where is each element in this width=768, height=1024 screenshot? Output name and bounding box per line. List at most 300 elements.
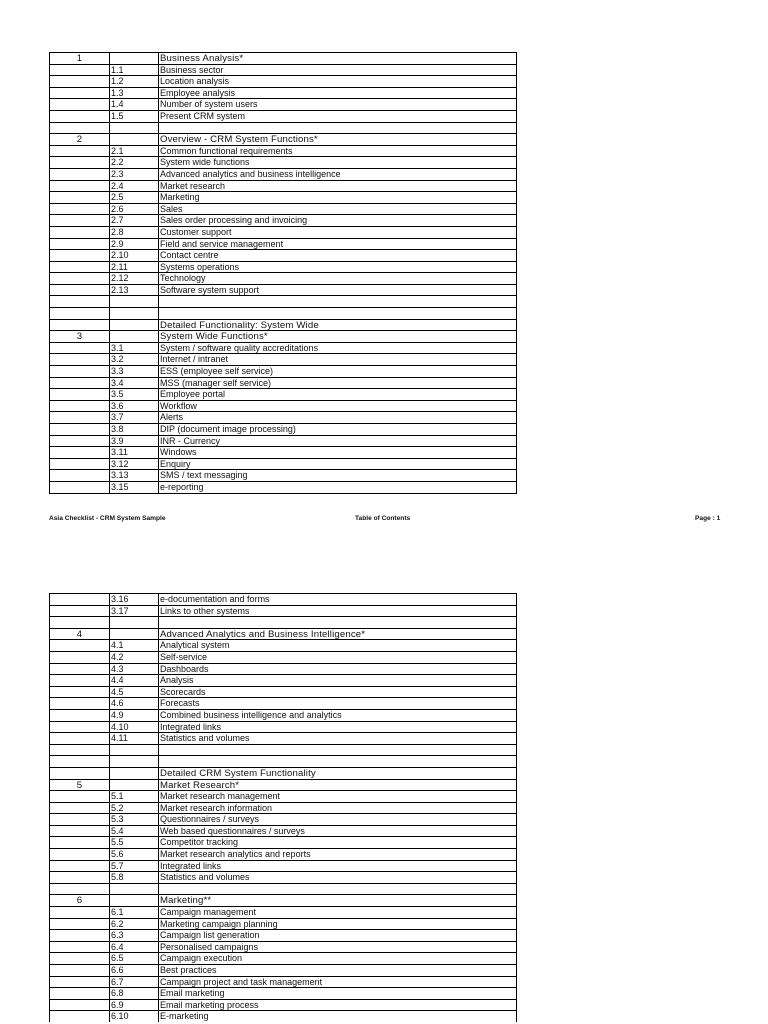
section-number-cell bbox=[49, 617, 109, 628]
item-title-cell bbox=[158, 756, 516, 767]
section-number-cell bbox=[49, 606, 109, 617]
item-title-cell: Campaign list generation bbox=[158, 930, 516, 941]
section-number-cell bbox=[49, 872, 109, 883]
section-number-cell bbox=[49, 65, 109, 76]
item-title-cell: Detailed CRM System Functionality bbox=[158, 768, 516, 779]
item-number-cell: 3.17 bbox=[109, 606, 158, 617]
section-number-cell bbox=[49, 262, 109, 273]
section-number-cell: 4 bbox=[49, 629, 109, 640]
table-row bbox=[49, 400, 516, 412]
section-number-cell bbox=[49, 698, 109, 709]
item-number-cell bbox=[109, 745, 158, 756]
item-title-cell: Common functional requirements bbox=[158, 146, 516, 157]
item-title-cell: Market research bbox=[158, 181, 516, 192]
table-row bbox=[49, 639, 516, 651]
item-title-cell: Present CRM system bbox=[158, 111, 516, 122]
section-number-cell: 3 bbox=[49, 331, 109, 342]
item-title-cell bbox=[158, 123, 516, 134]
section-number-cell bbox=[49, 837, 109, 848]
item-title-cell: Enquiry bbox=[158, 459, 516, 470]
blank-row bbox=[49, 616, 516, 628]
item-number-cell: 3.6 bbox=[109, 401, 158, 412]
table-row bbox=[49, 987, 516, 999]
section-number-cell bbox=[49, 907, 109, 918]
item-number-cell: 4.2 bbox=[109, 652, 158, 663]
item-title-cell: Windows bbox=[158, 447, 516, 458]
section-number-cell bbox=[49, 814, 109, 825]
item-title-cell: System Wide Functions* bbox=[158, 331, 516, 342]
item-title-cell: Combined business intelligence and analytics bbox=[158, 710, 516, 721]
item-title-cell bbox=[158, 617, 516, 628]
item-number-cell: 5.1 bbox=[109, 791, 158, 802]
section-number-cell bbox=[49, 204, 109, 215]
table-row bbox=[49, 75, 516, 87]
section-number-cell bbox=[49, 953, 109, 964]
section-number-cell: 2 bbox=[49, 134, 109, 145]
item-title-cell: Integrated links bbox=[158, 722, 516, 733]
item-number-cell bbox=[109, 123, 158, 134]
item-title-cell: Best practices bbox=[158, 965, 516, 976]
item-number-cell bbox=[109, 629, 158, 640]
table-row bbox=[49, 249, 516, 261]
table-row bbox=[49, 226, 516, 238]
item-number-cell: 3.13 bbox=[109, 470, 158, 481]
item-title-cell: Market Research* bbox=[158, 780, 516, 791]
section-number-cell bbox=[49, 826, 109, 837]
item-title-cell: e-documentation and forms bbox=[158, 594, 516, 605]
item-title-cell: Forecasts bbox=[158, 698, 516, 709]
item-title-cell: Market research analytics and reports bbox=[158, 849, 516, 860]
section-number-cell bbox=[49, 169, 109, 180]
section-number-cell bbox=[49, 378, 109, 389]
section-number-cell bbox=[49, 884, 109, 895]
item-title-cell: INR - Currency bbox=[158, 436, 516, 447]
section-number-cell bbox=[49, 988, 109, 999]
item-number-cell: 2.8 bbox=[109, 227, 158, 238]
item-title-cell: Statistics and volumes bbox=[158, 733, 516, 744]
table-row bbox=[49, 813, 516, 825]
section-number-cell bbox=[49, 424, 109, 435]
section-number-cell bbox=[49, 146, 109, 157]
item-number-cell: 6.8 bbox=[109, 988, 158, 999]
table-row bbox=[49, 697, 516, 709]
section-number-cell bbox=[49, 181, 109, 192]
table-row bbox=[49, 203, 516, 215]
item-title-cell: E-marketing bbox=[158, 1011, 516, 1022]
item-number-cell: 1.3 bbox=[109, 88, 158, 99]
item-title-cell: Overview - CRM System Functions* bbox=[158, 134, 516, 145]
item-number-cell: 6.1 bbox=[109, 907, 158, 918]
table-row bbox=[49, 145, 516, 157]
item-number-cell: 3.12 bbox=[109, 459, 158, 470]
item-number-cell: 5.5 bbox=[109, 837, 158, 848]
table-row bbox=[49, 388, 516, 400]
table-row bbox=[49, 64, 516, 76]
section-number-cell bbox=[49, 273, 109, 284]
table-row bbox=[49, 377, 516, 389]
item-title-cell: System / software quality accreditations bbox=[158, 343, 516, 354]
item-title-cell: Sales bbox=[158, 204, 516, 215]
item-title-cell: Self-service bbox=[158, 652, 516, 663]
item-title-cell: Scorecards bbox=[158, 687, 516, 698]
item-title-cell: Campaign management bbox=[158, 907, 516, 918]
section-number-cell bbox=[49, 401, 109, 412]
item-number-cell: 3.11 bbox=[109, 447, 158, 458]
blank-row bbox=[49, 307, 516, 319]
item-title-cell: Number of system users bbox=[158, 99, 516, 110]
section-number-cell bbox=[49, 965, 109, 976]
table-row bbox=[49, 272, 516, 284]
item-number-cell: 3.15 bbox=[109, 482, 158, 493]
section-number-cell bbox=[49, 1011, 109, 1022]
item-number-cell: 6.4 bbox=[109, 942, 158, 953]
table-row bbox=[49, 999, 516, 1011]
item-number-cell: 2.4 bbox=[109, 181, 158, 192]
section-number-cell bbox=[49, 227, 109, 238]
item-title-cell: Business sector bbox=[158, 65, 516, 76]
table-row bbox=[49, 790, 516, 802]
table-row bbox=[49, 732, 516, 744]
section-number-cell bbox=[49, 791, 109, 802]
table-row bbox=[49, 1010, 516, 1022]
section-number-cell: 5 bbox=[49, 780, 109, 791]
item-number-cell bbox=[109, 768, 158, 779]
section-number-cell bbox=[49, 652, 109, 663]
item-title-cell: System wide functions bbox=[158, 157, 516, 168]
section-number-cell bbox=[49, 412, 109, 423]
section-heading-row bbox=[49, 779, 516, 791]
item-title-cell: Competitor tracking bbox=[158, 837, 516, 848]
item-number-cell: 3.5 bbox=[109, 389, 158, 400]
item-title-cell: Customer support bbox=[158, 227, 516, 238]
section-number-cell bbox=[49, 389, 109, 400]
item-number-cell: 2.13 bbox=[109, 285, 158, 296]
item-number-cell: 6.2 bbox=[109, 919, 158, 930]
section-heading-row bbox=[49, 628, 516, 640]
table-row bbox=[49, 605, 516, 617]
section-number-cell bbox=[49, 123, 109, 134]
item-number-cell bbox=[109, 296, 158, 307]
item-number-cell bbox=[109, 134, 158, 145]
item-number-cell: 2.2 bbox=[109, 157, 158, 168]
section-number-cell bbox=[49, 942, 109, 953]
table-row bbox=[49, 180, 516, 192]
section-number-cell bbox=[49, 756, 109, 767]
table-row bbox=[49, 261, 516, 273]
item-number-cell: 2.1 bbox=[109, 146, 158, 157]
item-number-cell: 2.5 bbox=[109, 192, 158, 203]
item-title-cell: Personalised campaigns bbox=[158, 942, 516, 953]
item-number-cell: 3.16 bbox=[109, 594, 158, 605]
table-row bbox=[49, 458, 516, 470]
item-number-cell bbox=[109, 331, 158, 342]
section-number-cell bbox=[49, 1000, 109, 1011]
footer-page-number: Page : 1 bbox=[695, 515, 721, 522]
table-row bbox=[49, 686, 516, 698]
section-number-cell bbox=[49, 308, 109, 319]
table-row bbox=[49, 929, 516, 941]
section-number-cell bbox=[49, 849, 109, 860]
footer-section-title: Table of Contents bbox=[355, 515, 411, 522]
item-number-cell bbox=[109, 895, 158, 906]
blank-row bbox=[49, 122, 516, 134]
table-row bbox=[49, 709, 516, 721]
item-number-cell: 5.3 bbox=[109, 814, 158, 825]
item-number-cell: 1.4 bbox=[109, 99, 158, 110]
table-row bbox=[49, 871, 516, 883]
item-number-cell: 4.11 bbox=[109, 733, 158, 744]
section-heading-row bbox=[49, 330, 516, 342]
section-number-cell bbox=[49, 640, 109, 651]
item-title-cell: Sales order processing and invoicing bbox=[158, 215, 516, 226]
section-number-cell bbox=[49, 919, 109, 930]
item-title-cell: Software system support bbox=[158, 285, 516, 296]
section-number-cell bbox=[49, 366, 109, 377]
item-title-cell: Employee portal bbox=[158, 389, 516, 400]
item-number-cell: 3.2 bbox=[109, 354, 158, 365]
section-number-cell bbox=[49, 447, 109, 458]
item-number-cell bbox=[109, 308, 158, 319]
item-number-cell: 4.1 bbox=[109, 640, 158, 651]
item-title-cell: MSS (manager self service) bbox=[158, 378, 516, 389]
item-title-cell: Statistics and volumes bbox=[158, 872, 516, 883]
table-row bbox=[49, 469, 516, 481]
table-row bbox=[49, 87, 516, 99]
section-heading-row bbox=[49, 52, 516, 64]
section-number-cell bbox=[49, 436, 109, 447]
item-title-cell bbox=[158, 745, 516, 756]
table-row bbox=[49, 435, 516, 447]
table-row bbox=[49, 411, 516, 423]
item-title-cell bbox=[158, 884, 516, 895]
item-title-cell: Business Analysis* bbox=[158, 53, 516, 64]
item-number-cell: 1.1 bbox=[109, 65, 158, 76]
item-title-cell: SMS / text messaging bbox=[158, 470, 516, 481]
item-number-cell: 2.11 bbox=[109, 262, 158, 273]
item-title-cell: Marketing bbox=[158, 192, 516, 203]
item-title-cell: Technology bbox=[158, 273, 516, 284]
item-number-cell: 2.6 bbox=[109, 204, 158, 215]
table-row bbox=[49, 353, 516, 365]
item-number-cell: 4.6 bbox=[109, 698, 158, 709]
item-title-cell: Detailed Functionality: System Wide bbox=[158, 320, 516, 331]
section-number-cell bbox=[49, 675, 109, 686]
item-number-cell: 4.5 bbox=[109, 687, 158, 698]
section-number-cell bbox=[49, 687, 109, 698]
table-row bbox=[49, 651, 516, 663]
table-row bbox=[49, 168, 516, 180]
table-row bbox=[49, 423, 516, 435]
table-row bbox=[49, 860, 516, 872]
item-number-cell: 6.3 bbox=[109, 930, 158, 941]
item-number-cell: 5.2 bbox=[109, 803, 158, 814]
section-number-cell bbox=[49, 470, 109, 481]
item-title-cell: Web based questionnaires / surveys bbox=[158, 826, 516, 837]
item-number-cell: 3.1 bbox=[109, 343, 158, 354]
table-row bbox=[49, 284, 516, 296]
section-number-cell bbox=[49, 343, 109, 354]
blank-row bbox=[49, 744, 516, 756]
item-title-cell: Marketing campaign planning bbox=[158, 919, 516, 930]
item-number-cell: 3.3 bbox=[109, 366, 158, 377]
section-number-cell bbox=[49, 99, 109, 110]
item-title-cell: e-reporting bbox=[158, 482, 516, 493]
section-number-cell bbox=[49, 192, 109, 203]
table-row bbox=[49, 191, 516, 203]
item-number-cell: 6.5 bbox=[109, 953, 158, 964]
item-title-cell: Analytical system bbox=[158, 640, 516, 651]
footer-document-title: Asia Checklist - CRM System Sample bbox=[49, 515, 166, 522]
table-row bbox=[49, 98, 516, 110]
item-number-cell: 5.8 bbox=[109, 872, 158, 883]
table-row bbox=[49, 481, 516, 493]
item-number-cell: 3.7 bbox=[109, 412, 158, 423]
section-number-cell bbox=[49, 459, 109, 470]
item-title-cell: Contact centre bbox=[158, 250, 516, 261]
table-row bbox=[49, 941, 516, 953]
item-title-cell: Analysis bbox=[158, 675, 516, 686]
item-number-cell: 1.5 bbox=[109, 111, 158, 122]
table-row bbox=[49, 110, 516, 122]
table-row bbox=[49, 906, 516, 918]
table-row bbox=[49, 214, 516, 226]
blank-row bbox=[49, 755, 516, 767]
section-number-cell bbox=[49, 296, 109, 307]
item-title-cell: Email marketing bbox=[158, 988, 516, 999]
group-heading-row bbox=[49, 319, 516, 331]
section-number-cell bbox=[49, 733, 109, 744]
table-row bbox=[49, 952, 516, 964]
item-number-cell: 2.7 bbox=[109, 215, 158, 226]
table-row bbox=[49, 918, 516, 930]
item-number-cell: 6.7 bbox=[109, 977, 158, 988]
item-title-cell: Questionnaires / surveys bbox=[158, 814, 516, 825]
item-number-cell bbox=[109, 756, 158, 767]
item-number-cell bbox=[109, 320, 158, 331]
item-number-cell: 3.4 bbox=[109, 378, 158, 389]
table-row bbox=[49, 446, 516, 458]
table-row bbox=[49, 964, 516, 976]
item-title-cell: Integrated links bbox=[158, 861, 516, 872]
table-row bbox=[49, 825, 516, 837]
section-number-cell bbox=[49, 354, 109, 365]
table-row bbox=[49, 802, 516, 814]
section-number-cell bbox=[49, 76, 109, 87]
section-number-cell: 1 bbox=[49, 53, 109, 64]
section-number-cell bbox=[49, 111, 109, 122]
item-number-cell: 5.6 bbox=[109, 849, 158, 860]
section-number-cell bbox=[49, 239, 109, 250]
item-title-cell: Advanced analytics and business intelligence bbox=[158, 169, 516, 180]
item-number-cell bbox=[109, 780, 158, 791]
toc-table-page-2 bbox=[49, 593, 517, 1022]
section-number-cell bbox=[49, 594, 109, 605]
item-title-cell: Campaign execution bbox=[158, 953, 516, 964]
item-title-cell: Location analysis bbox=[158, 76, 516, 87]
section-number-cell bbox=[49, 285, 109, 296]
section-number-cell bbox=[49, 768, 109, 779]
blank-row bbox=[49, 295, 516, 307]
section-number-cell bbox=[49, 861, 109, 872]
table-row bbox=[49, 848, 516, 860]
item-title-cell: Dashboards bbox=[158, 664, 516, 675]
item-title-cell: Workflow bbox=[158, 401, 516, 412]
group-heading-row bbox=[49, 767, 516, 779]
item-number-cell: 6.6 bbox=[109, 965, 158, 976]
item-title-cell: Alerts bbox=[158, 412, 516, 423]
section-number-cell bbox=[49, 722, 109, 733]
item-number-cell: 4.10 bbox=[109, 722, 158, 733]
item-title-cell: Market research management bbox=[158, 791, 516, 802]
item-number-cell bbox=[109, 617, 158, 628]
blank-row bbox=[49, 883, 516, 895]
item-title-cell: Campaign project and task management bbox=[158, 977, 516, 988]
item-title-cell: Links to other systems bbox=[158, 606, 516, 617]
section-number-cell bbox=[49, 215, 109, 226]
item-title-cell: Employee analysis bbox=[158, 88, 516, 99]
section-number-cell bbox=[49, 977, 109, 988]
item-number-cell: 4.9 bbox=[109, 710, 158, 721]
section-number-cell bbox=[49, 320, 109, 331]
item-title-cell: Advanced Analytics and Business Intelligence* bbox=[158, 629, 516, 640]
item-number-cell: 6.10 bbox=[109, 1011, 158, 1022]
item-number-cell: 1.2 bbox=[109, 76, 158, 87]
item-number-cell: 2.9 bbox=[109, 239, 158, 250]
section-number-cell: 6 bbox=[49, 895, 109, 906]
item-title-cell: Marketing** bbox=[158, 895, 516, 906]
section-number-cell bbox=[49, 710, 109, 721]
section-number-cell bbox=[49, 745, 109, 756]
section-heading-row bbox=[49, 133, 516, 145]
table-row bbox=[49, 156, 516, 168]
table-row bbox=[49, 365, 516, 377]
item-number-cell: 2.12 bbox=[109, 273, 158, 284]
item-title-cell: Internet / intranet bbox=[158, 354, 516, 365]
table-row bbox=[49, 976, 516, 988]
table-row bbox=[49, 674, 516, 686]
section-heading-row bbox=[49, 894, 516, 906]
item-number-cell: 5.7 bbox=[109, 861, 158, 872]
item-title-cell: Email marketing process bbox=[158, 1000, 516, 1011]
table-row bbox=[49, 836, 516, 848]
item-title-cell bbox=[158, 308, 516, 319]
item-number-cell: 6.9 bbox=[109, 1000, 158, 1011]
item-number-cell bbox=[109, 884, 158, 895]
section-number-cell bbox=[49, 930, 109, 941]
section-number-cell bbox=[49, 664, 109, 675]
item-title-cell: Market research information bbox=[158, 803, 516, 814]
item-number-cell: 2.10 bbox=[109, 250, 158, 261]
table-row bbox=[49, 663, 516, 675]
section-number-cell bbox=[49, 250, 109, 261]
table-row bbox=[49, 238, 516, 250]
table-row bbox=[49, 593, 516, 605]
item-number-cell: 5.4 bbox=[109, 826, 158, 837]
section-number-cell bbox=[49, 482, 109, 493]
table-row bbox=[49, 342, 516, 354]
section-number-cell bbox=[49, 803, 109, 814]
item-number-cell bbox=[109, 53, 158, 64]
item-number-cell: 4.4 bbox=[109, 675, 158, 686]
item-number-cell: 3.9 bbox=[109, 436, 158, 447]
item-title-cell bbox=[158, 296, 516, 307]
item-number-cell: 3.8 bbox=[109, 424, 158, 435]
item-number-cell: 2.3 bbox=[109, 169, 158, 180]
item-number-cell: 4.3 bbox=[109, 664, 158, 675]
item-title-cell: Field and service management bbox=[158, 239, 516, 250]
item-title-cell: ESS (employee self service) bbox=[158, 366, 516, 377]
table-row bbox=[49, 721, 516, 733]
